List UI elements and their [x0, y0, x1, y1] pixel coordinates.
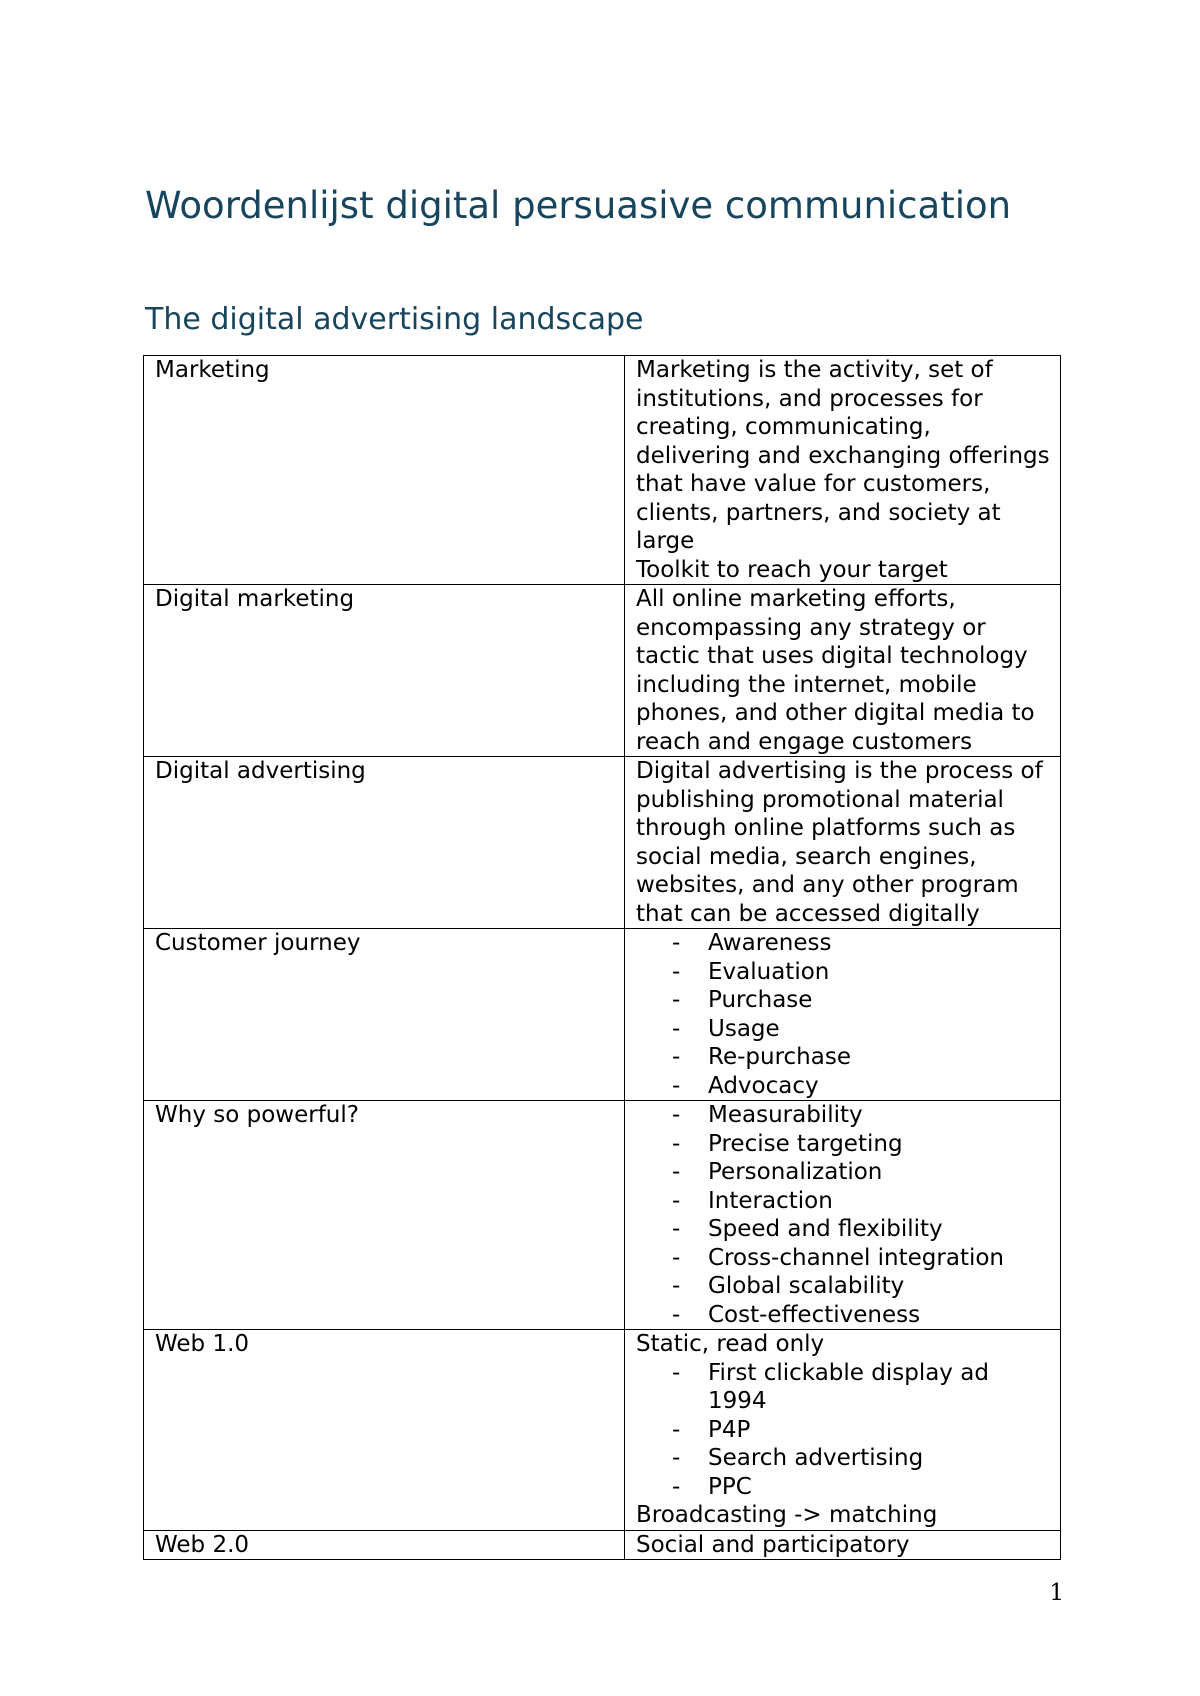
page-number: 1: [1049, 1580, 1064, 1606]
definition-cell: [625, 585, 1061, 757]
list-item: - Measurability: [708, 1101, 1050, 1130]
list-item: - Cost-effectiveness: [708, 1301, 1050, 1330]
list-item: - Search advertising: [708, 1444, 1050, 1473]
term-cell: Web 1.0: [144, 1330, 625, 1531]
term-cell: Marketing: [144, 356, 625, 585]
list-item: - P4P: [708, 1416, 1050, 1445]
list-item: - PPC: [708, 1473, 1050, 1502]
list-item: - Speed and flexibility: [708, 1215, 1050, 1244]
term-cell: Customer journey: [144, 929, 625, 1101]
section-heading: The digital advertising landscape: [145, 302, 644, 337]
definition-text: Marketing is the activity, set of institutions, and processes for creating, communicating, delivering and exchanging offerings that have value for customers, clients, partners, and society at large: [636, 357, 1057, 554]
definition-cell: [625, 1530, 1061, 1560]
list-item: - Usage: [708, 1015, 1050, 1044]
definition-text: Broadcasting -> matching: [636, 1502, 938, 1528]
definition-cell: [625, 1330, 1061, 1531]
list-item: - Evaluation: [708, 958, 1050, 987]
term-cell: Digital marketing: [144, 585, 625, 757]
definition-text: All online marketing efforts, encompassing any strategy or tactic that uses digital technology including the internet, mobile phones, and other digital media to reach and engage customers: [636, 586, 1042, 755]
glossary-table: [143, 355, 1061, 1560]
glossary-body: [144, 356, 1061, 1560]
term-cell: Why so powerful?: [144, 1101, 625, 1330]
list-item: - First clickable display ad 1994: [708, 1359, 1050, 1416]
definition-cell: [625, 757, 1061, 929]
list-item: - Purchase: [708, 986, 1050, 1015]
document-title: Woordenlijst digital persuasive communication: [145, 184, 1012, 227]
table-row: [144, 757, 1061, 929]
definition-text: Toolkit to reach your target: [636, 556, 948, 583]
table-row: [144, 585, 1061, 757]
definition-text: Static, read only: [636, 1331, 825, 1357]
list-item: - Precise targeting: [708, 1130, 1050, 1159]
list-item: - Global scalability: [708, 1272, 1050, 1301]
table-row: [144, 356, 1061, 585]
table-row: [144, 929, 1061, 1101]
definition-cell: [625, 356, 1061, 585]
definition-cell: [625, 1101, 1061, 1330]
list-item: - Personalization: [708, 1158, 1050, 1187]
term-cell: Digital advertising: [144, 757, 625, 929]
definition-cell: [625, 929, 1061, 1101]
term-cell: Web 2.0: [144, 1530, 625, 1560]
list-item: - Cross-channel integration: [708, 1244, 1050, 1273]
list-item: - Awareness: [708, 929, 1050, 958]
list-item: - Advocacy: [708, 1072, 1050, 1101]
list-item: - Interaction: [708, 1187, 1050, 1216]
table-row: [144, 1330, 1061, 1531]
table-row: [144, 1101, 1061, 1330]
bullet-list: [636, 1359, 1050, 1502]
bullet-list: [636, 1101, 1050, 1329]
definition-text: Digital advertising is the process of publishing promotional material through online platforms such as social media, search engines, websites, and any other program that can be accessed digitally: [636, 758, 1051, 927]
bullet-list: [636, 929, 1050, 1100]
list-item: - Re-purchase: [708, 1043, 1050, 1072]
definition-text: Social and participatory: [636, 1531, 910, 1558]
table-row: [144, 1530, 1061, 1560]
